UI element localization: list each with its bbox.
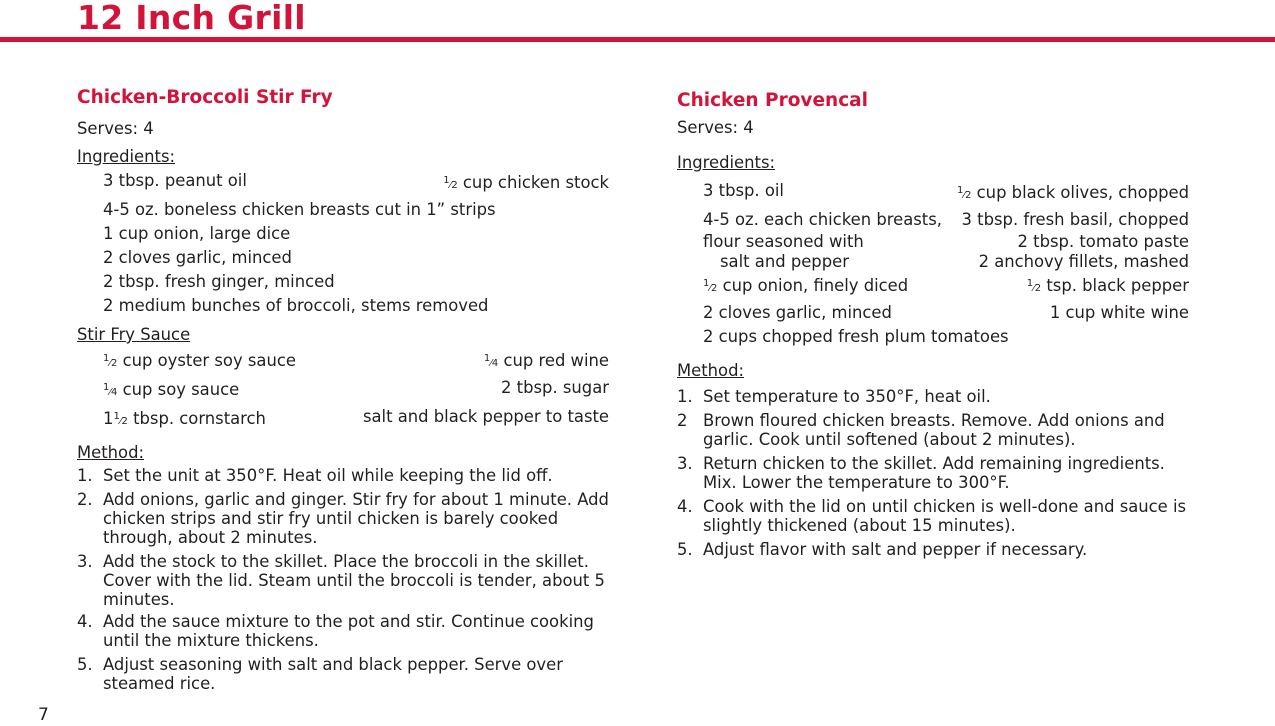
fraction: 1⁄2	[1026, 278, 1042, 294]
ingredient-item: 2 cups chopped fresh plum tomatoes	[703, 327, 1009, 346]
ingredient-item: 2 tbsp. sugar	[501, 378, 609, 397]
ingredients-label: Ingredients:	[77, 147, 176, 166]
ingredient-item: 4-5 oz. each chicken breasts,	[703, 210, 942, 229]
ingredient-item: 2 cloves garlic, minced	[703, 303, 892, 322]
ingredient-item: salt and pepper	[720, 252, 849, 271]
recipe-chicken-provencal	[677, 88, 1189, 564]
ingredient-item: 2 tbsp. fresh ginger, minced	[103, 272, 335, 291]
method-step: 4. Add the sauce mixture to the pot and stir. Continue cooking until the mixture thickens.	[77, 612, 594, 650]
fraction: 1⁄4	[103, 382, 118, 398]
page-number: 7	[38, 705, 49, 725]
fraction: 1⁄4	[483, 353, 499, 369]
method-step: 1. Set the unit at 350°F. Heat oil while keeping the lid off.	[77, 466, 553, 485]
serves-text: Serves: 4	[77, 119, 154, 138]
recipe-title: Chicken Provencal	[677, 90, 868, 111]
method-step: 4. Cook with the lid on until chicken is well-done and sauce is slightly thickened (about 15 minutes).	[677, 497, 1187, 535]
recipe-chicken-broccoli	[77, 85, 609, 698]
method-step: 2 Brown floured chicken breasts. Remove. Add onions and garlic. Cook until softened (about 2 minutes).	[677, 411, 1165, 449]
ingredient-row	[677, 301, 1189, 325]
ingredient-item: flour seasoned with	[703, 232, 864, 251]
method-step: 3. Add the stock to the skillet. Place the broccoli in the skillet. Cover with the lid. Steam until the broccoli is tender, about 5 minutes.	[77, 552, 605, 609]
fraction: 1⁄2	[113, 411, 128, 427]
ingredient-item: 2 medium bunches of broccoli, stems removed	[103, 296, 489, 315]
ingredients-section	[77, 145, 609, 318]
method-step: 1. Set temperature to 350°F, heat oil.	[677, 387, 991, 406]
ingredient-item: 1⁄4 cup red wine	[483, 351, 609, 370]
ingredient-row	[77, 347, 609, 376]
ingredient-item: 4-5 oz. boneless chicken breasts cut in 1” strips	[103, 200, 496, 219]
method-section	[677, 359, 1189, 559]
ingredient-item: 1 cup onion, large dice	[103, 224, 291, 243]
ingredient-item: 3 tbsp. peanut oil	[103, 171, 247, 190]
method-step: 3. Return chicken to the skillet. Add remaining ingredients. Mix. Lower the temperature to 300°F.	[677, 454, 1165, 492]
ingredient-row	[77, 376, 609, 405]
method-list	[77, 466, 609, 693]
ingredient-item: 1⁄2 cup black olives, chopped	[957, 183, 1189, 202]
ingredient-item: 1⁄2 cup onion, finely diced	[703, 276, 909, 295]
ingredient-row	[677, 208, 1189, 232]
sauce-label: Stir Fry Sauce	[77, 325, 191, 344]
method-list	[677, 387, 1189, 559]
ingredient-row	[677, 179, 1189, 208]
ingredient-item: salt and black pepper to taste	[362, 407, 609, 426]
page-title: 12 Inch Grill	[77, 0, 306, 37]
ingredient-row	[677, 232, 1189, 252]
ingredient-item: 1 cup white wine	[1049, 303, 1189, 322]
ingredient-row	[677, 272, 1189, 301]
method-section	[77, 441, 609, 693]
method-label: Method:	[77, 443, 144, 462]
ingredient-item: 3 tbsp. fresh basil, chopped	[961, 210, 1189, 229]
method-label: Method:	[677, 361, 744, 380]
fraction: 1⁄2	[443, 175, 458, 191]
header-rule	[0, 37, 1275, 42]
fraction: 1⁄2	[703, 278, 718, 294]
method-step: 5. Adjust flavor with salt and pepper if necessary.	[677, 540, 1088, 559]
serves-text: Serves: 4	[677, 118, 754, 137]
ingredient-item: 2 anchovy fillets, mashed	[978, 252, 1189, 271]
ingredient-item: 1⁄4 cup soy sauce	[103, 380, 240, 399]
fraction: 1⁄2	[957, 185, 972, 201]
ingredient-item: 1⁄2 cup oyster soy sauce	[103, 351, 296, 370]
ingredients-section	[677, 151, 1189, 349]
ingredient-item: 2 tbsp. tomato paste	[1017, 232, 1189, 251]
method-step: 5. Adjust seasoning with salt and black pepper. Serve over steamed rice.	[77, 655, 563, 693]
ingredient-item: 1⁄2 tsp. black pepper	[1026, 276, 1189, 295]
fraction: 1⁄2	[103, 353, 118, 369]
sauce-section	[77, 323, 609, 434]
ingredient-item: 1⁄2 cup chicken stock	[443, 173, 609, 192]
ingredient-row	[77, 405, 609, 434]
ingredient-item: 3 tbsp. oil	[703, 181, 784, 200]
ingredient-row	[77, 169, 609, 198]
recipe-title: Chicken-Broccoli Stir Fry	[77, 87, 333, 108]
method-step: 2. Add onions, garlic and ginger. Stir fry for about 1 minute. Add chicken strips and stir fry until chicken is barely cooked through, about 2 minutes.	[77, 490, 609, 547]
ingredients-label: Ingredients:	[677, 153, 776, 172]
ingredient-row	[677, 252, 1189, 272]
ingredient-item: 11⁄2 tbsp. cornstarch	[103, 409, 266, 428]
ingredient-item: 2 cloves garlic, minced	[103, 248, 292, 267]
